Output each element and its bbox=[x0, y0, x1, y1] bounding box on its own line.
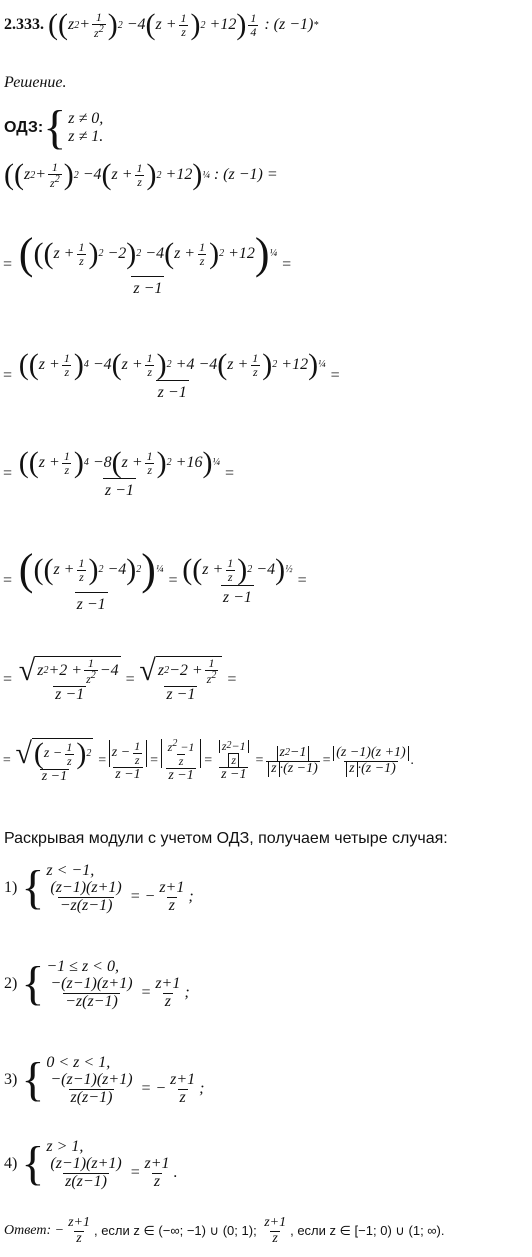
case-tail: . bbox=[173, 1164, 178, 1182]
case-numerator: −(z−1)(z+1) bbox=[50, 975, 133, 992]
case-result-numerator: z+1 bbox=[170, 1071, 196, 1088]
case-condition: −1 ≤ z < 0, bbox=[46, 958, 119, 975]
modulus-explanation: Раскрывая модули с учетом ОДЗ, получаем четыре случая: bbox=[4, 830, 448, 847]
fraction: $\frac{1}{z^2}$ bbox=[94, 9, 104, 40]
case-number: 2) bbox=[4, 975, 18, 993]
odz-condition: z ≠ 0, bbox=[68, 110, 104, 127]
problem-statement: 2.333. ( ( z 2 + $\frac{1}{z^2}$ ) 2 −4 ( z + $\frac{1}{z}$ ) 2 +12 ) $\frac{1}{4}$ : (z −1) * bbox=[4, 8, 319, 41]
answer-label: Ответ: bbox=[4, 1223, 52, 1239]
case-tail: ; bbox=[188, 888, 194, 906]
answer-condition-2: , если z ∈ [−1; 0) ∪ (1; ∞). bbox=[290, 1223, 445, 1239]
case-result-denominator: z bbox=[168, 896, 175, 914]
case-number: 1) bbox=[4, 879, 18, 897]
case-result-denominator: z bbox=[179, 1088, 186, 1106]
case-result-numerator: z+1 bbox=[159, 879, 185, 896]
case-numerator: −(z−1)(z+1) bbox=[50, 1071, 133, 1088]
answer-denominator: z bbox=[76, 1230, 82, 1246]
case-condition: z < −1, bbox=[46, 862, 95, 879]
case-4: 4) { z > 1, $\frac{(z-1)(z+1)}{z(z-1)}$ = $\frac{z+1}{z}$ . bbox=[4, 1137, 178, 1191]
case-result-denominator: z bbox=[153, 1172, 161, 1190]
case-denominator: z(z−1) bbox=[65, 1172, 107, 1190]
case-number: 3) bbox=[4, 1071, 18, 1089]
case-sign: = bbox=[140, 984, 152, 1002]
answer-condition-1: , если z ∈ (−∞; −1) ∪ (0; 1); bbox=[93, 1223, 257, 1239]
equation-line-6: = √ z 2 +2 + $\frac{1}{z^2}$ −4 z −1 = √ z 2 −2 + $\frac{1}{z^2}$ z −1 = bbox=[2, 654, 238, 703]
case-result-numerator: z+1 bbox=[155, 975, 181, 992]
case-result-numerator: z+1 bbox=[144, 1155, 170, 1172]
case-result-denominator: z bbox=[164, 992, 171, 1010]
case-sign: = bbox=[129, 1164, 141, 1182]
case-number: 4) bbox=[4, 1155, 18, 1173]
case-denominator: z(z−1) bbox=[70, 1088, 113, 1106]
case-3: 3) { 0 < z < 1, $\frac{-(z-1)(z+1)}{z(z-1)}$ = − $\frac{z+1}{z}$ ; bbox=[4, 1053, 205, 1107]
case-1: 1) { z < −1, $\frac{(z-1)(z+1)}{-z(z-1)}$ = − $\frac{z+1}{z}$ ; bbox=[4, 861, 194, 915]
odz-label: ОДЗ: bbox=[4, 119, 44, 136]
odz-block: ОДЗ: { z ≠ 0, z ≠ 1. bbox=[4, 101, 104, 154]
case-tail: ; bbox=[184, 984, 190, 1002]
equation-line-3: = ( ( z + $\frac{1}{z}$ ) 4 −4 ( z + $\frac{1}{z}$ ) 2 +4 −4 ( z + $\frac{1}{z}$ ) 2 +12 ) ¼ z −1 = bbox=[2, 348, 341, 401]
case-denominator: −z(z−1) bbox=[59, 896, 113, 914]
case-condition: z > 1, bbox=[46, 1138, 84, 1155]
answer-line bbox=[4, 1216, 445, 1246]
equation-line-4: = ( ( z + $\frac{1}{z}$ ) 4 −8 ( z + $\frac{1}{z}$ ) 2 +16 ) ¼ z −1 = bbox=[2, 446, 235, 499]
equation-line-5: = ( ( ( z + $\frac{1}{z}$ ) 2 −4 ) 2 ) ¼ z −1 = ( ( z + $\frac{1}{z}$ ) 2 −4 ) ½ z −1 = bbox=[2, 545, 308, 613]
problem-number: 2.333. bbox=[4, 16, 44, 33]
answer-numerator: z+1 bbox=[264, 1215, 287, 1230]
case-sign: = − bbox=[129, 888, 156, 906]
equation-line-2: = ( ( ( z + $\frac{1}{z}$ ) 2 −2 ) 2 −4 ( z + $\frac{1}{z}$ ) 2 +12 ) ¼ z −1 = bbox=[2, 229, 292, 297]
answer-sign: − bbox=[54, 1223, 65, 1239]
case-denominator: −z(z−1) bbox=[65, 992, 118, 1010]
case-numerator: (z−1)(z+1) bbox=[50, 879, 122, 896]
answer-numerator: z+1 bbox=[68, 1215, 90, 1230]
case-condition: 0 < z < 1, bbox=[46, 1054, 111, 1071]
case-sign: = − bbox=[140, 1080, 167, 1098]
case-tail: ; bbox=[199, 1080, 205, 1098]
odz-condition: z ≠ 1. bbox=[68, 128, 104, 145]
answer-denominator: z bbox=[272, 1230, 278, 1246]
fraction: $\frac{1}{z}$ bbox=[180, 10, 187, 39]
case-2: 2) { −1 ≤ z < 0, $\frac{-(z-1)(z+1)}{-z(z-1)}$ = $\frac{z+1}{z}$ ; bbox=[4, 957, 190, 1011]
case-numerator: (z−1)(z+1) bbox=[50, 1155, 122, 1172]
equation-line-7: = √ ( z − $\frac{1}{z}$ ) 2 z −1 = z − $\frac{1}{z}$ z −1 = $\frac{\frac{z^2 -1}{z}}{z -1}$ = z 2 −1 z z −1 = z 2 −1 z ·(z −1) = $\frac{(z -1)(z +1)}{z \cdot(z -1)}$ . bbox=[2, 736, 415, 784]
solution-label: Решение. bbox=[4, 74, 67, 91]
equation-line-1: ( ( z 2 + $\frac{1}{z^2}$ ) 2 −4 ( z + $\frac{1}{z}$ ) 2 +12 ) ¼ : (z −1) = bbox=[4, 158, 278, 191]
